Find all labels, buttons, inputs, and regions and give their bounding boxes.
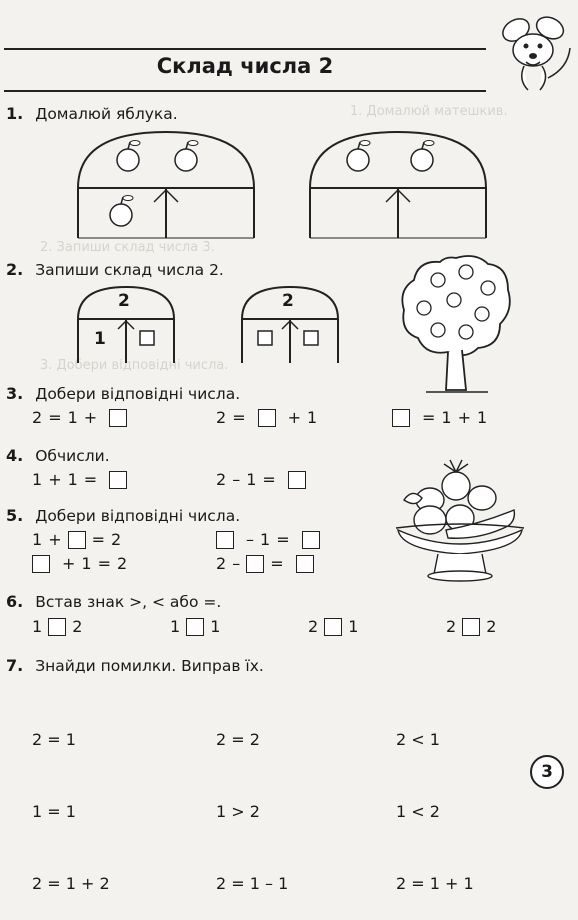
task-3 [6,384,240,403]
error-line: 1 < 2 [396,802,440,821]
task-number: 2. [6,260,24,279]
task-text: Запиши склад числа 2. [35,261,224,279]
task-2 [6,260,224,279]
task-5 [6,506,240,525]
answer-box[interactable] [296,555,314,573]
equation-5-3: – 1 = [216,530,326,549]
apple-icon [347,141,370,172]
task-number: 5. [6,506,24,525]
error-line: 2 = 1 – 1 [216,874,289,893]
answer-box[interactable] [216,531,234,549]
page-title: Склад числа 2 [156,54,334,78]
error-line: 2 = 1 + 1 [396,874,474,893]
answer-box[interactable] [258,409,276,427]
page-number: 3 [530,755,564,789]
title-rule-bottom [4,90,486,92]
task-6 [6,592,221,611]
equation-4-2: 2 – 1 = [216,470,312,489]
equation-5-2: + 1 = 2 [32,554,127,573]
sign-box[interactable] [324,618,342,636]
error-line: 2 = 1 [32,730,76,749]
apple-house-1 [76,130,256,240]
answer-box[interactable] [288,471,306,489]
task-1 [6,104,178,123]
compare-pair-4: 2 2 [446,617,497,636]
apple-icon [175,141,198,172]
equation-5-4: 2 – = [216,554,320,573]
equation-5-1: 1 + = 2 [32,530,122,549]
answer-box[interactable] [302,531,320,549]
bleed-through-text: 1. Домалюй матешкив. [350,104,508,119]
apple-tree-icon [396,250,516,400]
fruit-bowl-icon [390,458,530,588]
compare-pair-3: 2 1 [308,617,359,636]
task-text: Знайди помилки. Виправ їх. [35,657,264,675]
number-house-1 [76,285,176,365]
task-text: Домалюй яблука. [35,105,178,123]
sign-box[interactable] [462,618,480,636]
equation-3-3: = 1 + 1 [392,408,487,427]
compare-pair-1: 1 2 [32,617,83,636]
house-top-number: 2 [282,291,294,311]
sign-box[interactable] [48,618,66,636]
equation-4-1: 1 + 1 = [32,470,133,489]
bleed-through-text: 2. Запиши склад числа 3. [40,240,215,255]
answer-box[interactable] [246,555,264,573]
answer-box[interactable] [109,409,127,427]
apple-icon [411,141,434,172]
title-rule-top [4,48,486,50]
compare-pair-2: 1 1 [170,617,221,636]
task-number: 1. [6,104,24,123]
apple-icon [110,196,133,227]
task-text: Обчисли. [35,447,110,465]
task-text: Встав знак >, < або =. [35,593,222,611]
error-line: 2 = 2 [216,730,260,749]
apple-icon [117,141,140,172]
error-line: 2 = 1 + 2 [32,874,110,893]
task-number: 3. [6,384,24,403]
task-7 [6,656,264,675]
house-top-number: 2 [118,291,130,311]
error-line: 1 > 2 [216,802,260,821]
number-house-2 [240,285,340,365]
equation-3-2: 2 = + 1 [216,408,318,427]
answer-box[interactable] [392,409,410,427]
answer-box[interactable] [109,471,127,489]
house-left-number: 1 [94,329,106,349]
bleed-through-text: 3. Добери відповідні числа. [40,358,229,373]
errors-column-1 [32,680,110,920]
task-text: Добери відповідні числа. [35,507,241,525]
task-4 [6,446,110,465]
sign-box[interactable] [186,618,204,636]
equation-3-1: 2 = 1 + [32,408,133,427]
error-line: 1 = 1 [32,802,76,821]
task-number: 7. [6,656,24,675]
cartoon-mouse-icon [488,8,578,98]
task-number: 4. [6,446,24,465]
answer-box[interactable] [68,531,86,549]
answer-box[interactable] [32,555,50,573]
apple-house-2 [308,130,488,240]
task-text: Добери відповідні числа. [35,385,241,403]
errors-column-3 [396,680,474,920]
task-number: 6. [6,592,24,611]
error-line: 2 < 1 [396,730,440,749]
errors-column-2 [216,680,288,920]
